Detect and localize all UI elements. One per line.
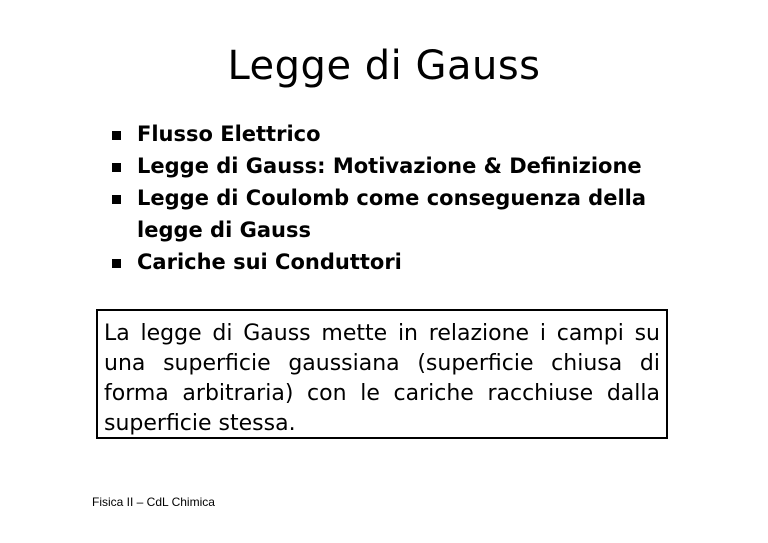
definition-text: La legge di Gauss mette in relazione i campi su una superficie gaussiana (superficie chiusa di forma arbitraria) con le cariche racchiuse dalla superficie stessa.	[104, 321, 660, 436]
bullet-item-coulomb	[112, 182, 712, 246]
bullet-list	[112, 118, 712, 278]
bullet-text: Flusso Elettrico	[137, 122, 321, 146]
bullet-text-line-2: legge di Gauss	[137, 218, 311, 242]
square-bullet-icon	[112, 163, 121, 172]
bullet-text-line-1: Legge di Coulomb come conseguenza della	[137, 186, 647, 210]
square-bullet-icon	[112, 259, 121, 268]
square-bullet-icon	[112, 131, 121, 140]
square-bullet-icon	[112, 195, 121, 204]
bullet-text: Cariche sui Conduttori	[137, 250, 402, 274]
bullet-item-flusso	[112, 118, 712, 150]
footer-course-label: Fisica II – CdL Chimica	[92, 495, 215, 509]
bullet-item-legge-gauss	[112, 150, 712, 182]
bullet-text: Legge di Gauss: Motivazione & Definizione	[137, 154, 642, 178]
definition-box	[96, 309, 668, 439]
slide-title: Legge di Gauss	[227, 43, 541, 89]
bullet-item-cariche	[112, 246, 712, 278]
